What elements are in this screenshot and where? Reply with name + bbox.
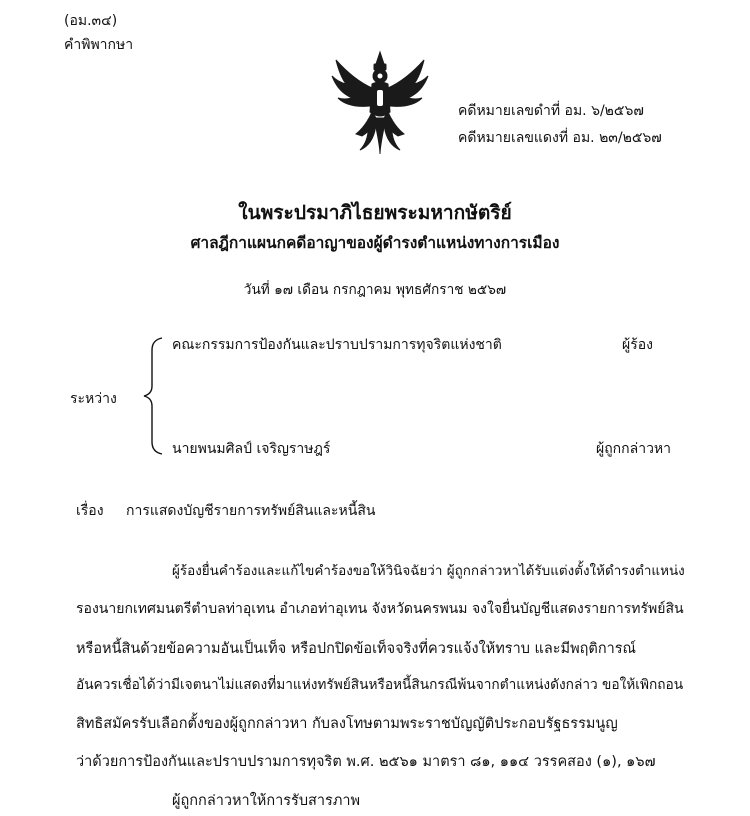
parties-brace-icon	[142, 336, 164, 456]
royal-line: ในพระปรมาภิไธยพระมหากษัตริย์	[238, 201, 512, 224]
form-code: (อม.๓๔)	[64, 13, 118, 29]
garuda-emblem-icon	[330, 50, 430, 160]
body-line: สิทธิสมัครรับเลือกตั้งของผู้ถูกกล่าวหา กับลงโทษตามพระราชบัญญัติประกอบรัฐธรรมนูญ	[76, 716, 618, 732]
body-line: หรือหนี้สินด้วยข้อความอันเป็นเท็จ หรือปกปิดข้อเท็จจริงที่ควรแจ้งให้ทราบ และมีพฤติการณ์	[76, 641, 637, 657]
black-case-number: คดีหมายเลขดำที่ อม. ๖/๒๕๖๗	[458, 103, 644, 119]
court-name: ศาลฎีกาแผนกคดีอาญาของผู้ดำรงตำแหน่งทางการเมือง	[190, 234, 560, 252]
subject-label: เรื่อง	[76, 503, 104, 519]
respondent-name: นายพนมศิลป์ เจริญราษฎร์	[172, 441, 331, 457]
between-label: ระหว่าง	[70, 391, 117, 407]
body-line: รองนายกเทศมนตรีตำบลท่าอุเทน อำเภอท่าอุเทน จังหวัดนครพนม จงใจยื่นบัญชีแสดงรายการทรัพย์สิน	[76, 601, 684, 617]
petitioner-role: ผู้ร้อง	[622, 337, 653, 353]
body-line: ว่าด้วยการป้องกันและปราบปรามการทุจริต พ.ศ. ๒๕๖๑ มาตรา ๘๑, ๑๑๔ วรรคสอง (๑), ๑๖๗	[76, 754, 656, 770]
body-line: ผู้ถูกกล่าวหาให้การรับสารภาพ	[172, 793, 361, 809]
body-line: อันควรเชื่อได้ว่ามีเจตนาไม่แสดงที่มาแห่งทรัพย์สินหรือหนี้สินกรณีพ้นจากตำแหน่งดังกล่าว ขอให้เพิกถอน	[76, 677, 684, 693]
subject-text: การแสดงบัญชีรายการทรัพย์สินและหนี้สิน	[126, 503, 376, 519]
red-case-number: คดีหมายเลขแดงที่ อม. ๒๓/๒๕๖๗	[458, 130, 662, 146]
document-type: คำพิพากษา	[64, 37, 134, 53]
judgment-date: วันที่ ๑๗ เดือน กรกฎาคม พุทธศักราช ๒๕๖๗	[243, 282, 507, 298]
respondent-role: ผู้ถูกกล่าวหา	[596, 441, 672, 457]
body-line: ผู้ร้องยื่นคำร้องและแก้ไขคำร้องขอให้วินิจฉัยว่า ผู้ถูกกล่าวหาได้รับแต่งตั้งให้ดำรงตำแหน่ง	[172, 563, 685, 579]
petitioner-name: คณะกรรมการป้องกันและปราบปรามการทุจริตแห่งชาติ	[172, 337, 502, 353]
